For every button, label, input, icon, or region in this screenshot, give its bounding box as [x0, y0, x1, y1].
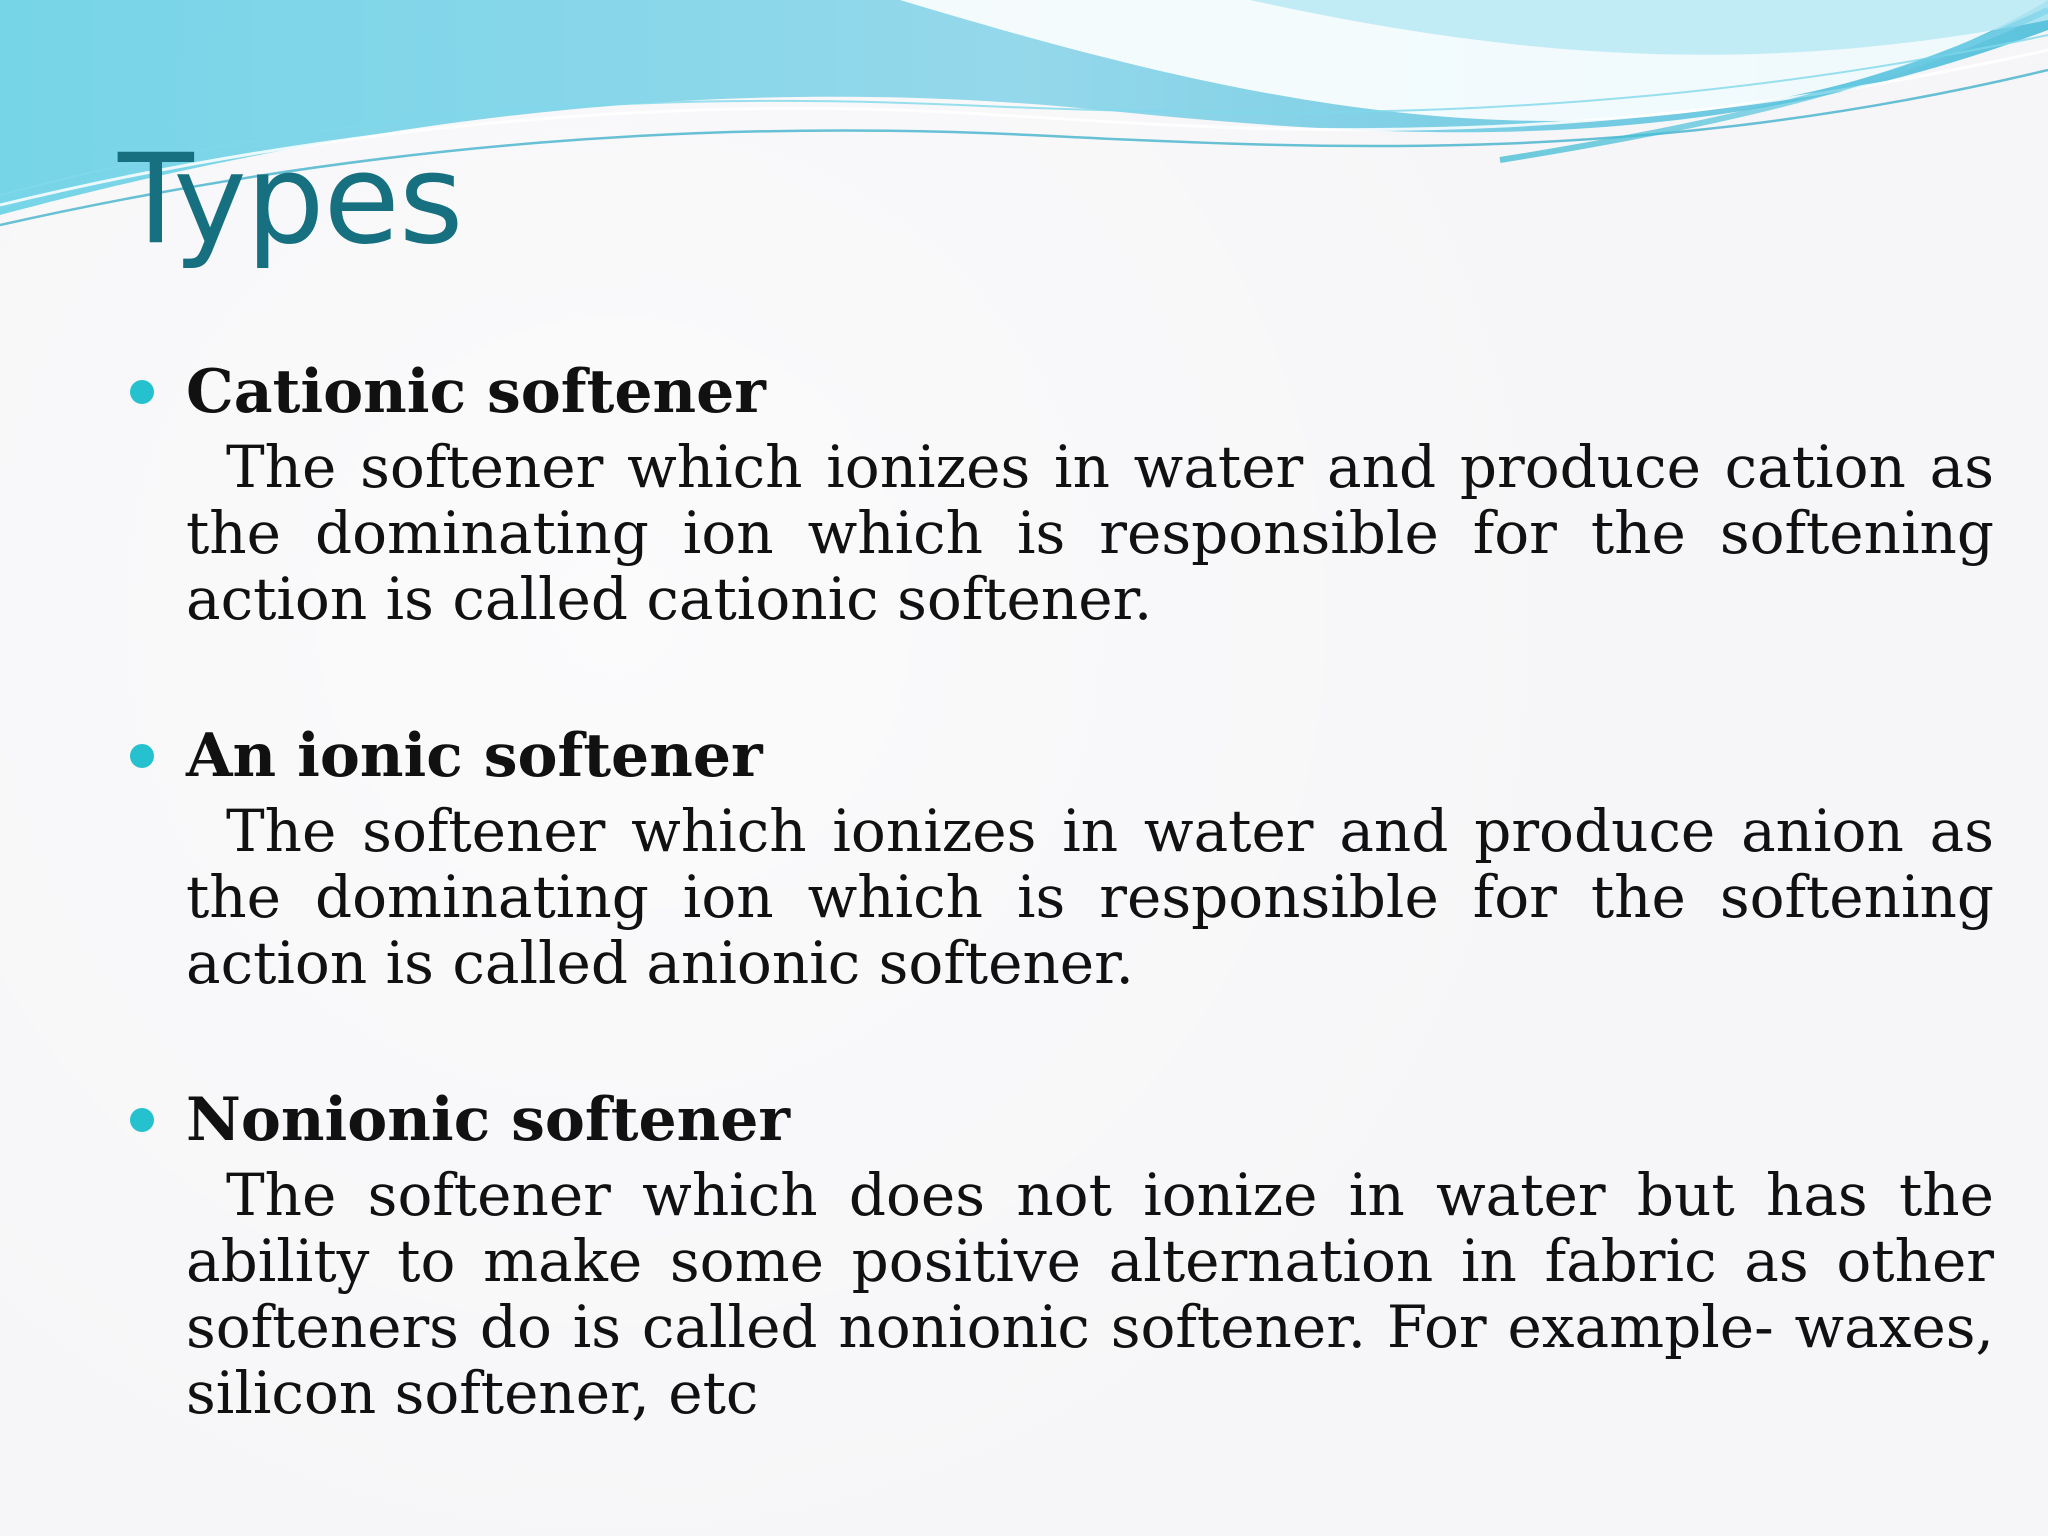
bullet-row: [126, 350, 1996, 434]
section-cationic-softener: [126, 350, 1996, 632]
section-nonionic-softener: [126, 1078, 1996, 1426]
slide-title: Types: [118, 128, 463, 272]
section-description: The softener which ionizes in water and produce cation as the dominating ion which is responsible for the softening action is called cationic softener.: [186, 433, 1994, 633]
section-heading: Cationic softener: [186, 357, 766, 427]
section-anionic-softener: [126, 714, 1996, 996]
bullet-dot-icon: [130, 744, 154, 768]
section-heading: An ionic softener: [186, 721, 763, 791]
bullet-row: [126, 714, 1996, 798]
section-description: The softener which ionizes in water and produce anion as the dominating ion which is responsible for the softening action is called anionic softener.: [186, 797, 1994, 997]
section-heading: Nonionic softener: [186, 1085, 791, 1155]
section-description: The softener which does not ionize in water but has the ability to make some positive alternation in fabric as other softeners do is called nonionic softener. For example- waxes, silicon softener, etc: [186, 1161, 1994, 1427]
bullet-dot-icon: [130, 380, 154, 404]
bullet-dot-icon: [130, 1108, 154, 1132]
bullet-list: [126, 350, 1996, 1508]
bullet-row: [126, 1078, 1996, 1162]
